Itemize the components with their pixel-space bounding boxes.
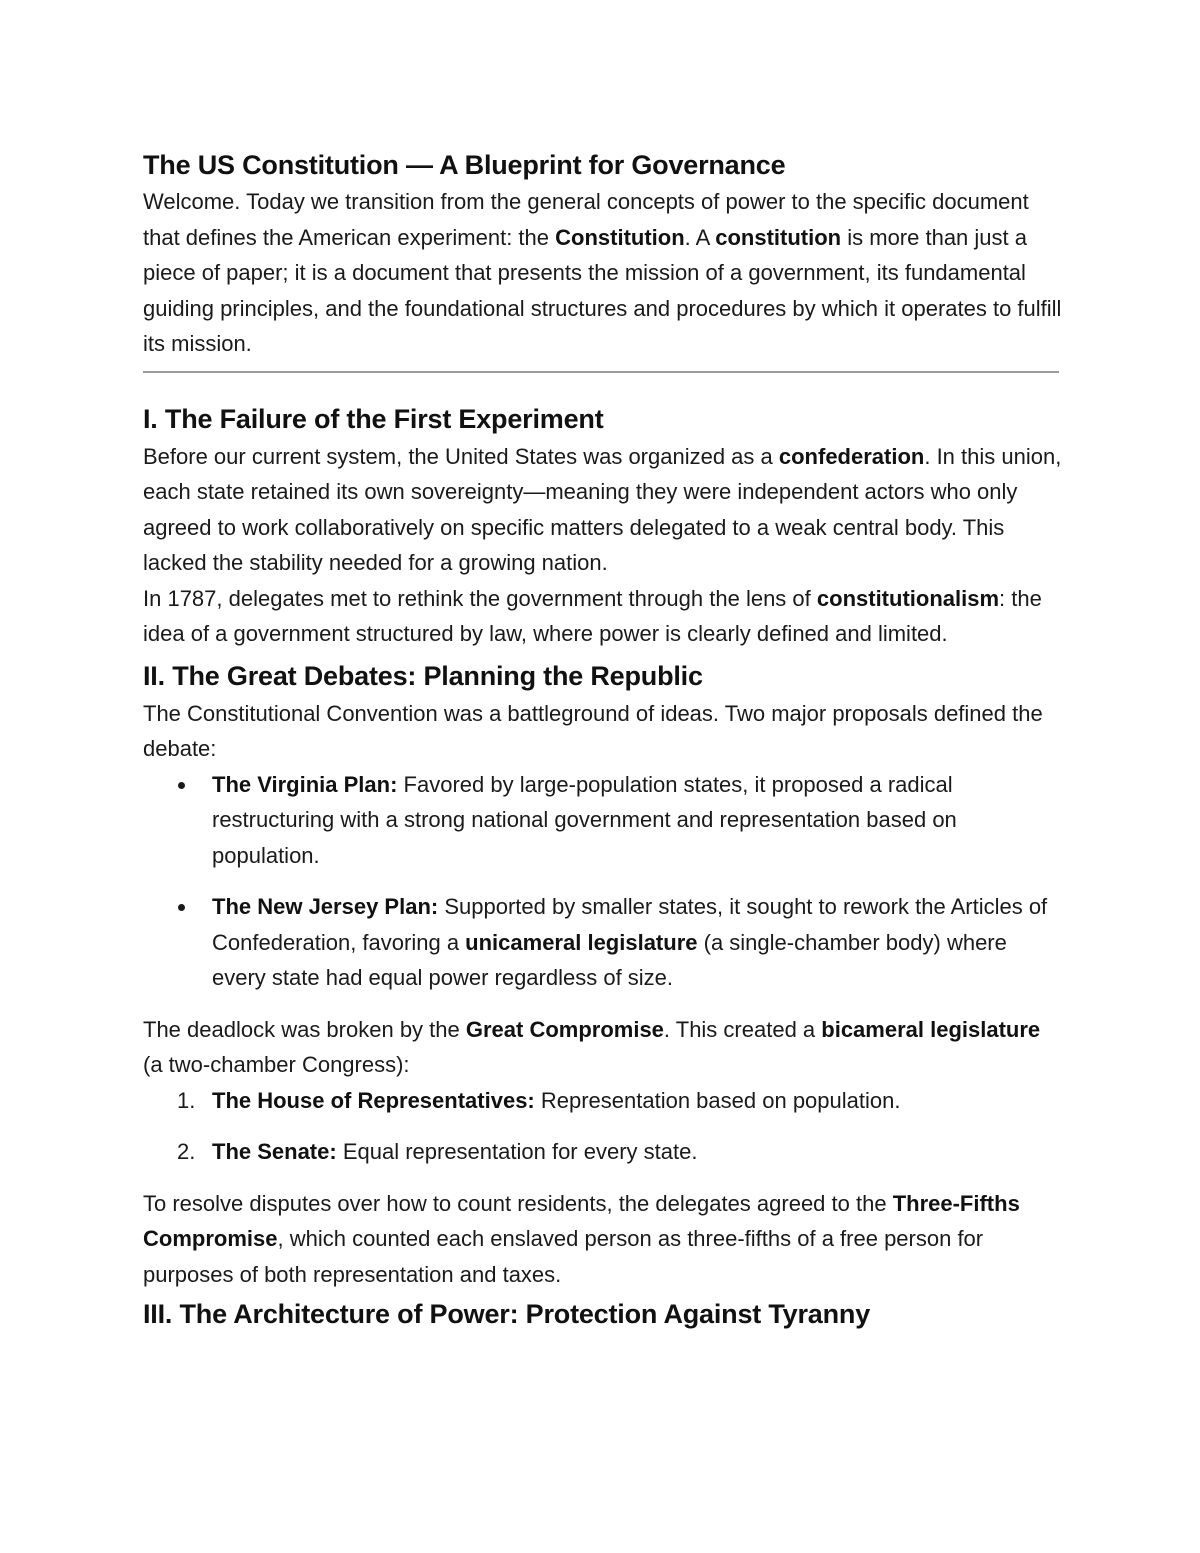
compromise-text-2: . This created a — [663, 1016, 822, 1042]
intro-paragraph — [143, 184, 1063, 362]
compromise-text-3: (a two-chamber Congress): — [143, 1052, 410, 1077]
section-3-heading: III. The Architecture of Power: Protection Against Tyranny — [143, 1299, 871, 1329]
s1p1-text-2: . In this union, each state retained its own sovereignty—meaning they were independent actors who only agreed to work collaboratively on specific matters delegated to a weak central body. This lacked the stability needed for a growing nation. — [143, 443, 1062, 575]
three-fifths-text-1: To resolve disputes over how to count residents, the delegates agreed to the — [143, 1190, 893, 1216]
document-page — [143, 146, 1063, 1334]
term-great-compromise: Great Compromise — [465, 1016, 664, 1042]
term-confederation: confederation — [778, 443, 925, 469]
section-1-heading: I. The Failure of the First Experiment — [143, 403, 604, 434]
chamber-label-senate: The Senate: — [212, 1139, 337, 1164]
plans-list — [143, 767, 1063, 996]
bullet-icon — [178, 782, 185, 789]
chambers-list — [143, 1083, 1063, 1170]
s1p1-text-1: Before our current system, the United States was organized as a — [143, 443, 779, 469]
plan-label-virginia: The Virginia Plan: — [212, 771, 398, 797]
section-1-paragraph-2 — [143, 581, 1063, 652]
three-fifths-paragraph — [143, 1186, 1063, 1293]
chamber-text-senate: Equal representation for every state. — [336, 1139, 698, 1164]
chamber-label-house: The House of Representatives: — [212, 1087, 535, 1113]
term-constitution: constitution — [715, 224, 842, 250]
intro-text-2: . A — [684, 224, 716, 250]
s1p2-text-2: : the idea of a government structured by law, where power is clearly defined and limited. — [143, 585, 1042, 646]
plan-text-virginia: Favored by large-population states, it proposed a radical restructuring with a strong national government and representation based on population. — [212, 771, 957, 868]
list-number: 2. — [177, 1139, 196, 1164]
compromise-paragraph — [143, 1012, 1063, 1083]
list-number: 1. — [177, 1087, 196, 1113]
document-title: The US Constitution — A Blueprint for Governance — [143, 150, 786, 180]
list-item — [143, 889, 1063, 996]
section-2-intro: The Constitutional Convention was a battleground of ideas. Two major proposals defined the debate: — [143, 700, 1043, 761]
compromise-text-1: The deadlock was broken by the — [143, 1016, 466, 1042]
section-1-paragraph-1 — [143, 439, 1063, 581]
plan-label-new-jersey: The New Jersey Plan: — [212, 894, 439, 919]
plan-text-new-jersey-1: Supported by smaller states, it sought to rework the Articles of Confederation, favoring a — [212, 894, 1048, 955]
chamber-text-house: Representation based on population. — [534, 1087, 901, 1113]
section-2-heading: II. The Great Debates: Planning the Republic — [143, 660, 703, 691]
three-fifths-text-2: , which counted each enslaved person as three-fifths of a free person for purposes of both representation and taxes. — [143, 1226, 984, 1287]
intro-text-3: is more than just a piece of paper; it is a document that presents the mission of a government, its fundamental guiding principles, and the foundational structures and procedures by which it operates to fulfill its mission. — [143, 224, 1062, 356]
list-item — [143, 1134, 1063, 1170]
bullet-icon — [178, 904, 185, 911]
list-item — [143, 767, 1063, 874]
term-constitutionalism: constitutionalism — [816, 585, 1000, 611]
term-bicameral-legislature: bicameral legislature — [821, 1016, 1041, 1042]
list-item — [143, 1083, 1063, 1119]
term-three-fifths-compromise: Three-Fifths Compromise — [143, 1190, 1020, 1251]
s1p2-text-1: In 1787, delegates met to rethink the government through the lens of — [143, 585, 817, 611]
term-constitution-capital: Constitution — [555, 224, 685, 250]
term-unicameral-legislature: unicameral legislature — [465, 929, 698, 955]
horizontal-divider — [143, 371, 1059, 373]
intro-text-1: Welcome. Today we transition from the general concepts of power to the specific document that defines the American experiment: the — [143, 189, 1029, 250]
plan-text-new-jersey-2: (a single-chamber body) where every state had equal power regardless of size. — [212, 929, 1007, 990]
